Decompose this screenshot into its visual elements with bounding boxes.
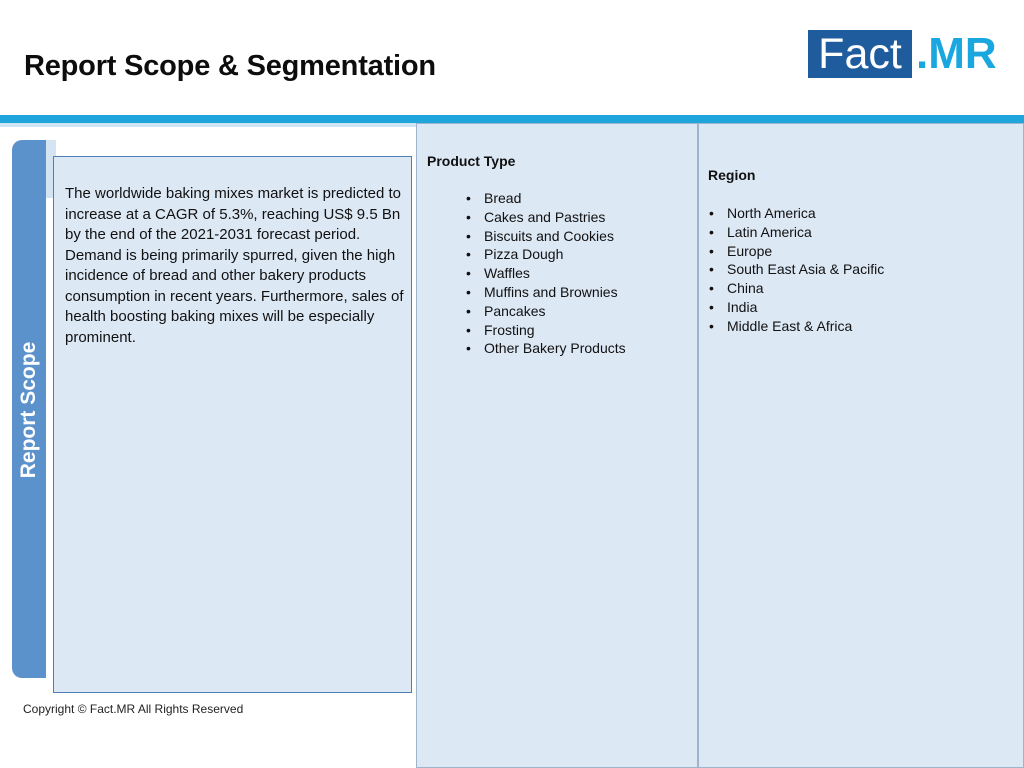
logo-fact-text: Fact	[808, 30, 912, 78]
list-item: • South East Asia & Pacific	[709, 261, 885, 278]
report-scope-text: The worldwide baking mixes market is predicted to increase at a CAGR of 5.3%, reaching US$ 9.5 Bn by the end of the 2021-2031 forecast period. Demand is being primarily spurred, given the high incidence of bread and other bakery products consumption in recent years. Furthermore, sales of health boosting baking mixes will be especially prominent.	[65, 185, 404, 346]
report-scope-tab-label: Report Scope	[17, 341, 40, 479]
bullet-icon: •	[466, 246, 471, 263]
list-item: • China	[709, 280, 764, 297]
bullet-icon: •	[709, 298, 714, 315]
list-item: • Muffins and Brownies	[466, 283, 618, 300]
page-title: Report Scope & Segmentation	[24, 50, 436, 82]
product-type-heading: Product Type	[427, 153, 516, 169]
list-item: • India	[709, 298, 758, 315]
list-item: • Other Bakery Products	[466, 340, 626, 357]
bullet-icon: •	[466, 208, 471, 225]
bullet-icon: •	[709, 280, 714, 297]
bullet-icon: •	[709, 205, 714, 221]
list-item: • Cakes and Pastries	[466, 208, 606, 225]
factmr-logo	[808, 30, 997, 78]
region-heading: Region	[708, 167, 756, 183]
list-item: • Waffles	[466, 265, 530, 282]
bullet-icon: •	[709, 261, 714, 278]
bullet-icon: •	[466, 283, 471, 300]
bullet-icon: •	[466, 265, 471, 282]
bullet-icon: •	[466, 190, 471, 206]
list-item: • Biscuits and Cookies	[466, 227, 614, 244]
copyright-text: Copyright © Fact.MR All Rights Reserved	[23, 702, 244, 716]
bullet-icon: •	[466, 340, 471, 357]
list-item: • Latin America	[709, 223, 812, 240]
bullet-icon: •	[709, 317, 714, 334]
bullet-icon: •	[466, 227, 471, 244]
list-item: • Europe	[709, 242, 773, 259]
header-divider-shadow	[0, 123, 416, 127]
list-item: • Pizza Dough	[466, 246, 564, 263]
product-type-list	[466, 189, 626, 358]
bullet-icon: •	[709, 242, 714, 259]
bullet-icon: •	[466, 321, 471, 338]
list-item: • Pancakes	[466, 302, 546, 319]
list-item: • Middle East & Africa	[709, 317, 853, 334]
logo-mr-text: .MR	[916, 29, 997, 78]
list-item: • Frosting	[466, 321, 535, 338]
bullet-icon: •	[466, 302, 471, 319]
region-list	[709, 204, 885, 336]
region-column	[698, 123, 1024, 768]
bullet-icon: •	[709, 223, 714, 240]
header-divider	[0, 115, 1024, 123]
list-item: • Bread	[466, 190, 522, 206]
list-item: • North America	[709, 205, 816, 221]
product-type-column	[416, 123, 698, 768]
